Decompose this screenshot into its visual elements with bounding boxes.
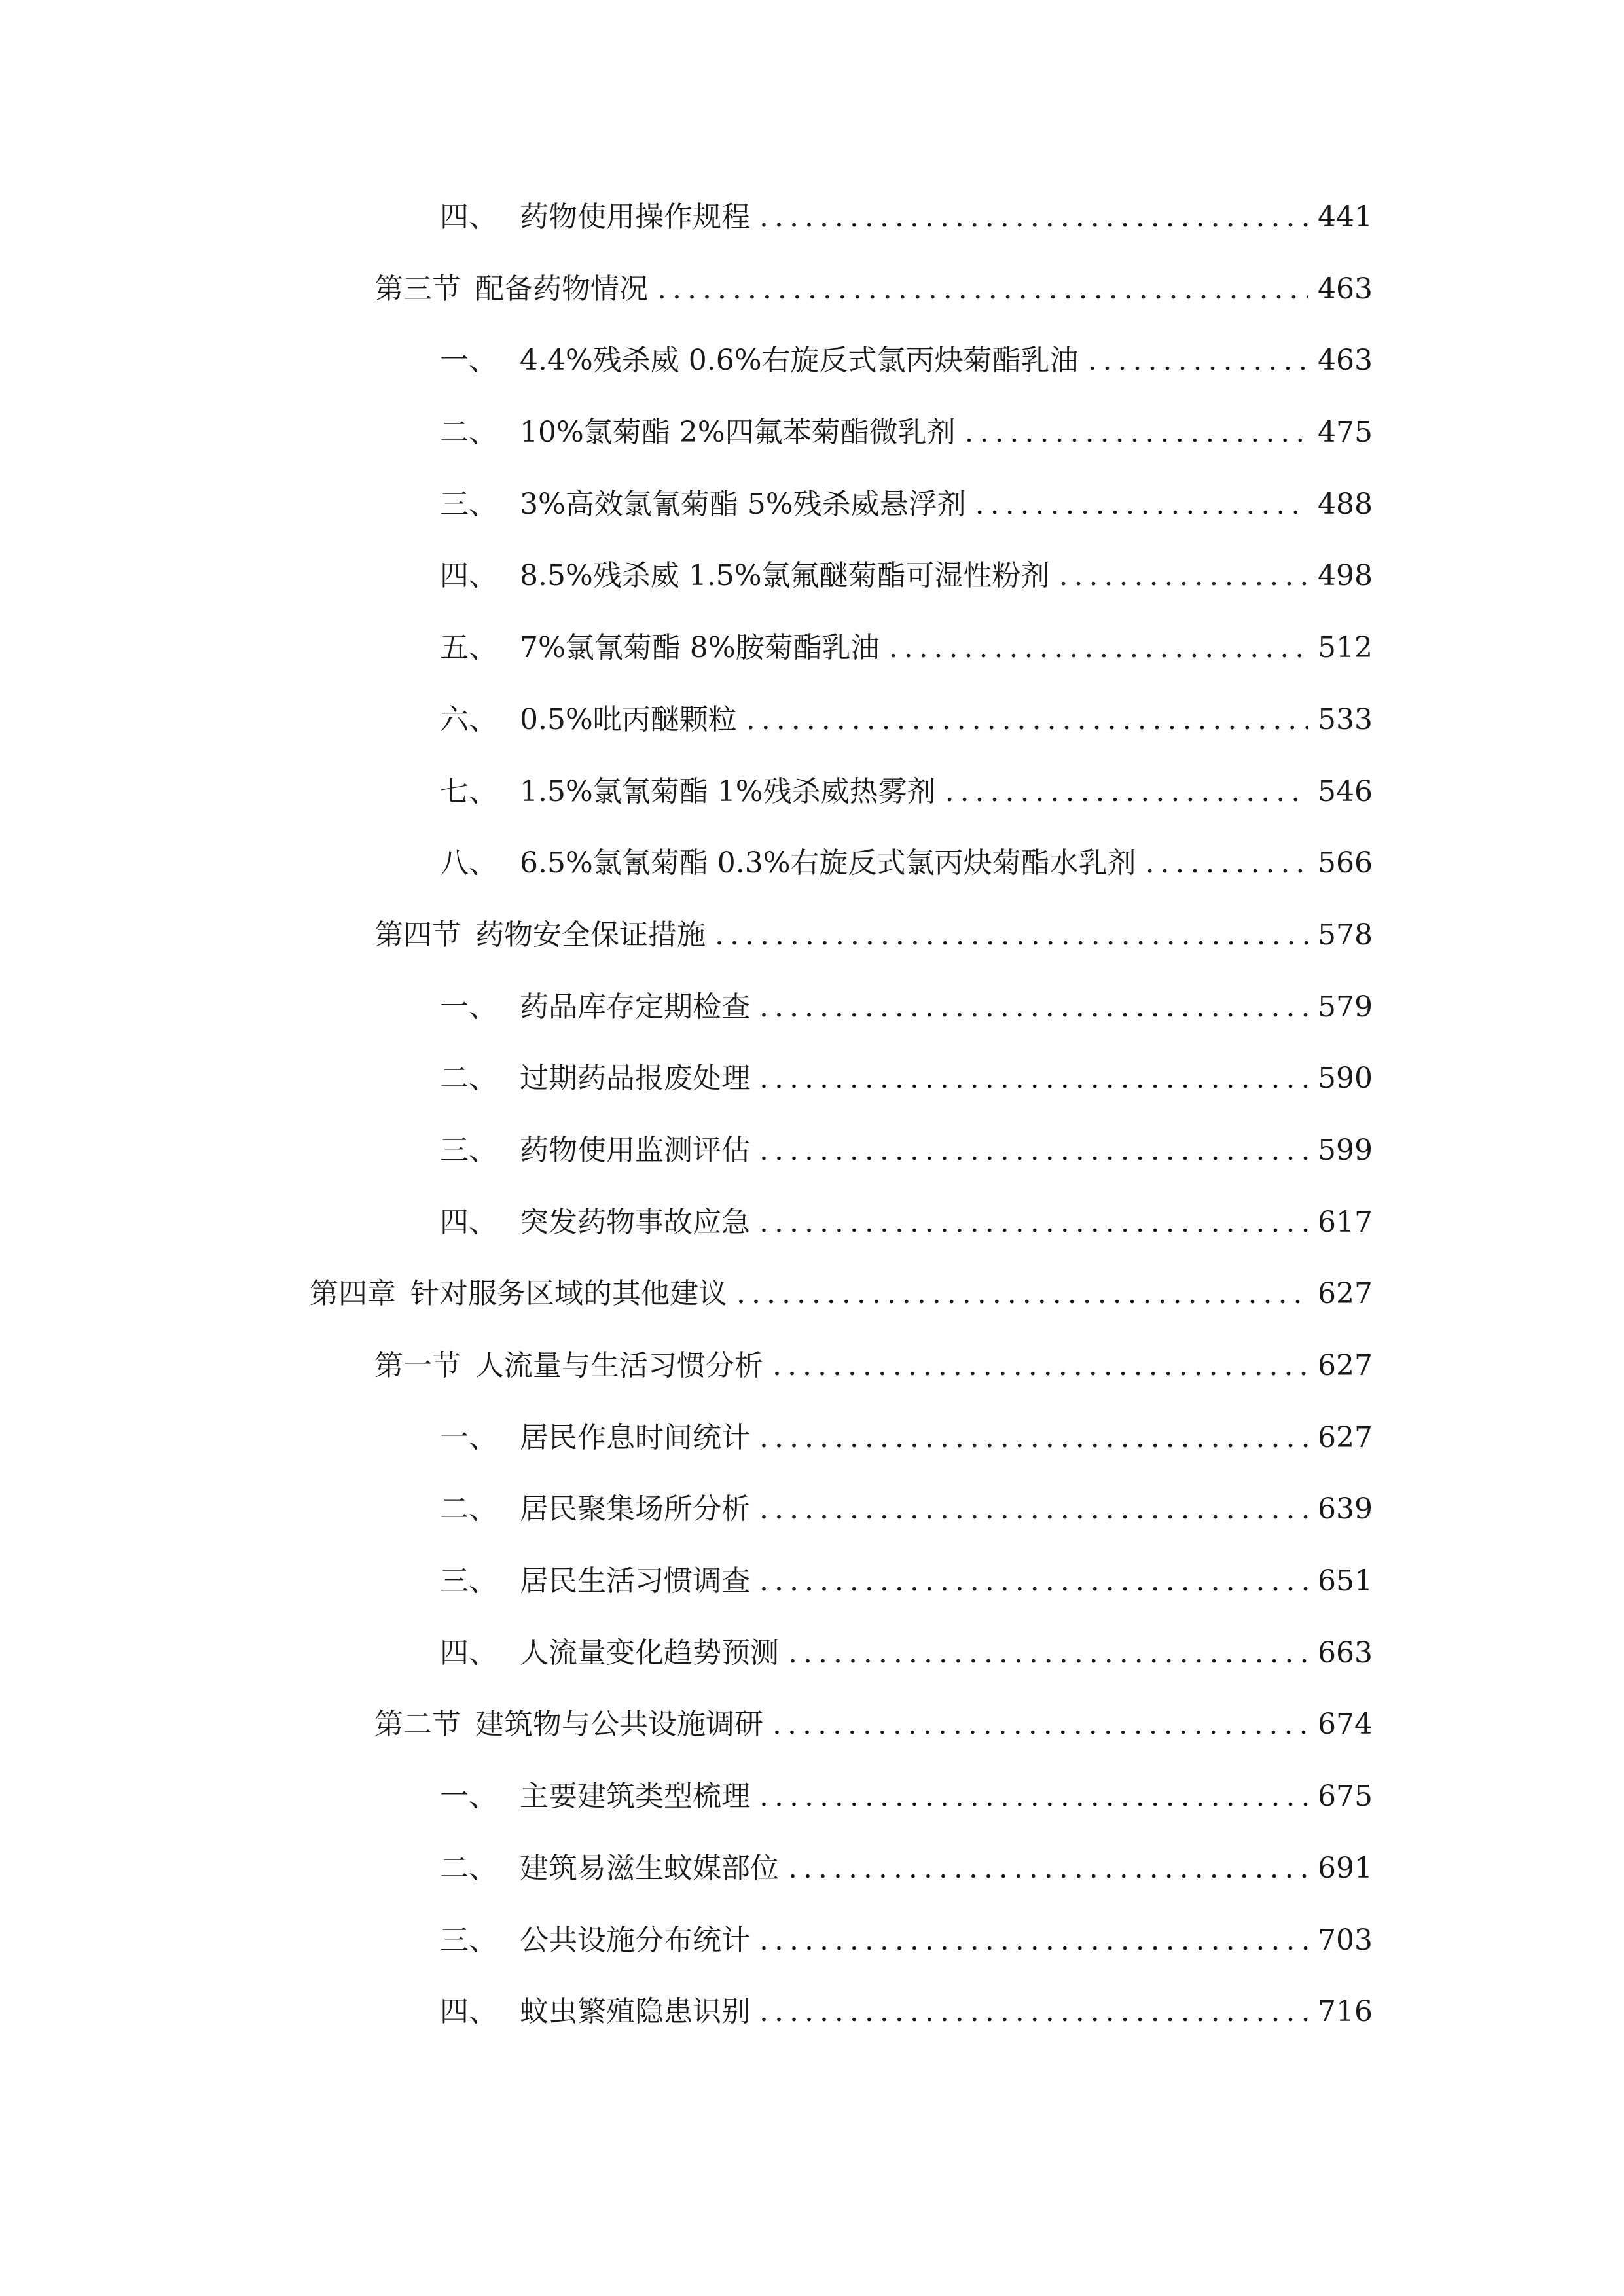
toc-entry[interactable] xyxy=(0,559,1624,634)
toc-entry-title: 1.5%氯氰菊酯 1%残杀威热雾剂 xyxy=(520,774,936,808)
toc-entry-title: 药物使用监测评估 xyxy=(520,1133,750,1167)
toc-entry-title: 居民聚集场所分析 xyxy=(520,1492,750,1526)
toc-entry-number: 一、 xyxy=(440,1780,497,1814)
toc-entry-page: 566 xyxy=(1318,846,1373,880)
dot-leader xyxy=(788,1639,1308,1668)
toc-entry-title: 4.4%残杀威 0.6%右旋反式氯丙炔菊酯乳油 xyxy=(520,344,1079,378)
toc-entry-number: 五、 xyxy=(440,631,497,665)
toc-entry-title: 0.5%吡丙醚颗粒 xyxy=(520,702,737,736)
toc-entry-title: 人流量与生活习惯分析 xyxy=(475,1349,763,1382)
toc-entry-title: 针对服务区域的其他建议 xyxy=(410,1277,727,1311)
toc-entry-number: 三、 xyxy=(440,487,497,521)
toc-entry-page: 663 xyxy=(1318,1636,1373,1670)
toc-entry-number: 三、 xyxy=(440,1133,497,1167)
toc-entry[interactable] xyxy=(0,1710,1624,1782)
dot-leader xyxy=(1088,346,1308,375)
dot-leader xyxy=(759,993,1308,1022)
toc-entry-page: 463 xyxy=(1318,344,1373,378)
dot-leader xyxy=(759,1782,1308,1811)
toc-entry-title: 8.5%残杀威 1.5%氯氟醚菊酯可湿性粉剂 xyxy=(520,559,1050,593)
toc-entry-page: 639 xyxy=(1318,1492,1373,1526)
dot-leader xyxy=(759,1424,1308,1452)
toc-entry-number: 一、 xyxy=(440,990,497,1024)
toc-entry-page: 441 xyxy=(1318,200,1373,234)
toc-entry-number: 第四章 xyxy=(310,1277,396,1311)
toc-entry-page: 579 xyxy=(1318,990,1373,1024)
toc-entry[interactable] xyxy=(0,346,1624,418)
toc-entry-title: 药物安全保证措施 xyxy=(475,918,706,952)
toc-entry-title: 突发药物事故应急 xyxy=(520,1205,750,1239)
toc-entry-page: 627 xyxy=(1318,1349,1373,1382)
toc-entry-title: 建筑物与公共设施调研 xyxy=(475,1708,763,1742)
dot-leader xyxy=(759,1998,1308,2026)
toc-entry[interactable] xyxy=(0,1133,1624,1208)
toc-entry-number: 第二节 xyxy=(374,1708,461,1742)
dot-leader xyxy=(715,921,1308,950)
toc-entry[interactable] xyxy=(0,1923,1624,1998)
toc-entry-number: 第四节 xyxy=(374,918,461,952)
toc-entry[interactable] xyxy=(0,990,1624,1065)
dot-leader xyxy=(788,1854,1308,1883)
toc-entry-title: 3%高效氯氰菊酯 5%残杀威悬浮剂 xyxy=(520,487,966,521)
toc-entry[interactable] xyxy=(0,1851,1624,1926)
toc-entry[interactable] xyxy=(0,1782,1624,1854)
toc-entry-number: 四、 xyxy=(440,1205,497,1239)
toc-entry[interactable] xyxy=(0,1064,1624,1136)
dot-leader xyxy=(975,490,1308,519)
toc-entry-number: 四、 xyxy=(440,559,497,593)
dot-leader xyxy=(965,418,1308,447)
toc-entry[interactable] xyxy=(0,200,1624,275)
toc-entry-number: 一、 xyxy=(440,344,497,378)
toc-entry-number: 第一节 xyxy=(374,1349,461,1382)
toc-entry-title: 蚊虫繁殖隐患识别 xyxy=(520,1995,750,2029)
toc-entry-number: 六、 xyxy=(440,702,497,736)
toc-entry[interactable] xyxy=(0,1205,1624,1280)
toc-entry[interactable] xyxy=(0,631,1624,706)
toc-entry[interactable] xyxy=(0,1492,1624,1567)
toc-entry[interactable] xyxy=(0,1349,1624,1424)
toc-entry-page: 703 xyxy=(1318,1923,1373,1957)
toc-entry[interactable] xyxy=(0,1564,1624,1639)
toc-entry-title: 人流量变化趋势预测 xyxy=(520,1636,779,1670)
toc-entry-title: 居民生活习惯调查 xyxy=(520,1564,750,1598)
toc-entry-number: 二、 xyxy=(440,416,497,450)
toc-entry-page: 674 xyxy=(1318,1708,1373,1742)
toc-entry-number: 八、 xyxy=(440,846,497,880)
toc-entry[interactable] xyxy=(0,918,1624,993)
dot-leader xyxy=(759,203,1308,232)
toc-entry-page: 617 xyxy=(1318,1205,1373,1239)
dot-leader xyxy=(759,1208,1308,1237)
dot-leader xyxy=(759,1926,1308,1955)
toc-entry-page: 627 xyxy=(1318,1420,1373,1454)
toc-entry-number: 三、 xyxy=(440,1564,497,1598)
toc-entry[interactable] xyxy=(0,1277,1624,1352)
dot-leader xyxy=(1059,562,1308,590)
dot-leader xyxy=(889,634,1308,662)
toc-entry[interactable] xyxy=(0,1995,1624,2070)
toc-entry-page: 599 xyxy=(1318,1133,1373,1167)
dot-leader xyxy=(746,706,1308,734)
dot-leader xyxy=(772,1710,1308,1739)
dot-leader xyxy=(945,778,1308,806)
toc-entry-number: 四、 xyxy=(440,1995,497,2029)
toc-entry-title: 10%氯菊酯 2%四氟苯菊酯微乳剂 xyxy=(520,416,956,450)
dot-leader xyxy=(657,275,1308,304)
dot-leader xyxy=(759,1495,1308,1524)
toc-entry-page: 651 xyxy=(1318,1564,1373,1598)
toc-entry-title: 7%氯氰菊酯 8%胺菊酯乳油 xyxy=(520,631,880,665)
toc-entry[interactable] xyxy=(0,1420,1624,1496)
toc-entry-page: 475 xyxy=(1318,416,1373,450)
toc-entry-number: 七、 xyxy=(440,774,497,808)
dot-leader xyxy=(736,1280,1308,1308)
toc-entry-page: 675 xyxy=(1318,1780,1373,1814)
toc-entry[interactable] xyxy=(0,774,1624,850)
dot-leader xyxy=(759,1064,1308,1093)
toc-entry-title: 药物使用操作规程 xyxy=(520,200,750,234)
toc-entry[interactable] xyxy=(0,846,1624,921)
toc-entry-title: 过期药品报废处理 xyxy=(520,1062,750,1096)
dot-leader xyxy=(1146,849,1308,878)
toc-entry-title: 主要建筑类型梳理 xyxy=(520,1780,750,1814)
table-of-contents xyxy=(0,200,1624,2070)
toc-entry-page: 590 xyxy=(1318,1062,1373,1096)
toc-entry-title: 公共设施分布统计 xyxy=(520,1923,750,1957)
toc-entry-page: 691 xyxy=(1318,1851,1373,1885)
toc-entry-number: 二、 xyxy=(440,1062,497,1096)
toc-entry-number: 一、 xyxy=(440,1420,497,1454)
toc-entry-page: 533 xyxy=(1318,702,1373,736)
toc-entry-page: 578 xyxy=(1318,918,1373,952)
toc-entry-number: 三、 xyxy=(440,1923,497,1957)
toc-entry-number: 四、 xyxy=(440,1636,497,1670)
toc-entry-title: 配备药物情况 xyxy=(475,272,648,306)
toc-entry-title: 建筑易滋生蚊媒部位 xyxy=(520,1851,779,1885)
toc-entry[interactable] xyxy=(0,487,1624,562)
dot-leader xyxy=(759,1136,1308,1165)
toc-entry-page: 488 xyxy=(1318,487,1373,521)
toc-entry-number: 二、 xyxy=(440,1851,497,1885)
toc-entry[interactable] xyxy=(0,1636,1624,1711)
toc-entry-number: 第三节 xyxy=(374,272,461,306)
toc-entry-page: 463 xyxy=(1318,272,1373,306)
toc-entry-number: 二、 xyxy=(440,1492,497,1526)
toc-entry[interactable] xyxy=(0,702,1624,778)
toc-entry[interactable] xyxy=(0,272,1624,347)
toc-entry-title: 药品库存定期检查 xyxy=(520,990,750,1024)
toc-entry-page: 498 xyxy=(1318,559,1373,593)
toc-entry-title: 6.5%氯氰菊酯 0.3%右旋反式氯丙炔菊酯水乳剂 xyxy=(520,846,1136,880)
toc-entry-page: 627 xyxy=(1318,1277,1373,1311)
toc-entry-page: 512 xyxy=(1318,631,1373,665)
toc-entry-page: 716 xyxy=(1318,1995,1373,2029)
dot-leader xyxy=(759,1567,1308,1596)
toc-entry[interactable] xyxy=(0,418,1624,490)
toc-entry-page: 546 xyxy=(1318,774,1373,808)
toc-entry-title: 居民作息时间统计 xyxy=(520,1420,750,1454)
toc-entry-number: 四、 xyxy=(440,200,497,234)
dot-leader xyxy=(772,1352,1308,1380)
